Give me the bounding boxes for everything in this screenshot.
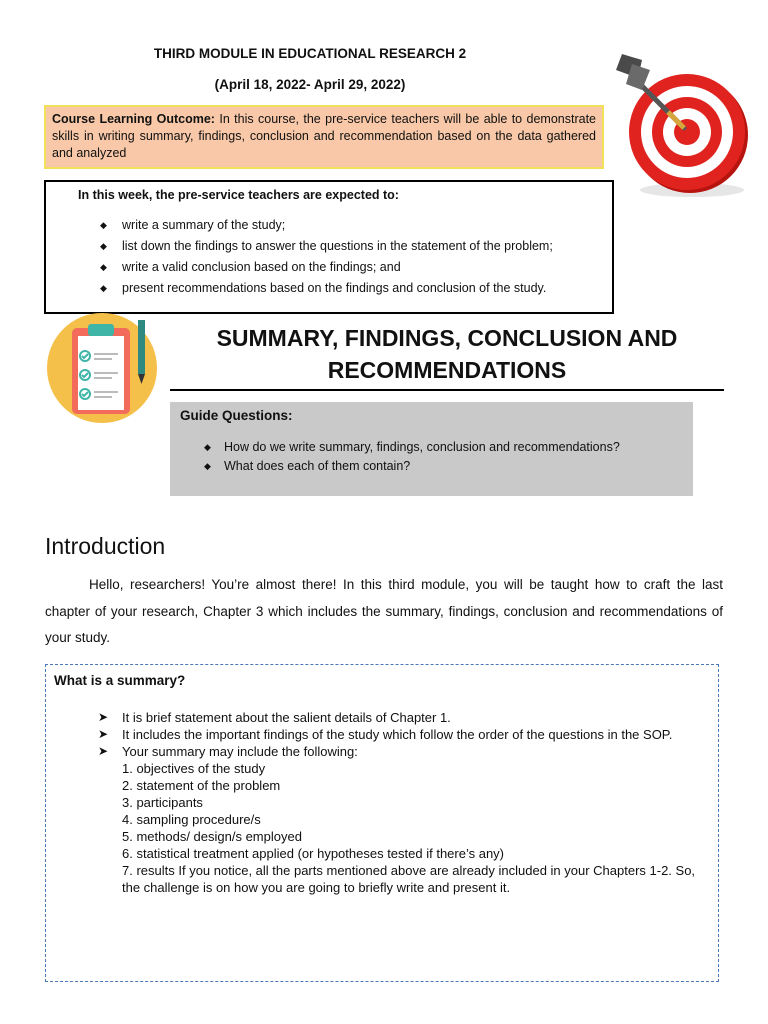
weekly-objectives-list — [100, 215, 553, 299]
outcome-label: Course Learning Outcome: — [52, 112, 215, 126]
introduction-paragraph: Hello, researchers! You’re almost there! In this third module, you will be taught how to craft the last chapter of your research, Chapter 3 which includes the summary, findings, conclusion and recommendations of your study. — [45, 577, 723, 645]
sub-list-item: 1. objectives of the study — [122, 761, 266, 776]
section-title-line-2: RECOMMENDATIONS — [327, 357, 567, 383]
outcome-text: In this course, the pre-service teachers will be able to demonstrate skills in writing summary, findings, conclusion and recommendation based on the data gathered and analyzed — [52, 112, 597, 160]
summary-heading: What is a summary? — [54, 673, 186, 688]
guide-questions-box — [170, 402, 693, 496]
introduction-heading: Introduction — [45, 533, 166, 559]
course-learning-outcome — [44, 105, 604, 169]
title-divider — [170, 389, 724, 391]
sub-list-item: 7. results If you notice, all the parts mentioned above are already included in your Chapters 1-2. So, the challenge is on how you are going to briefly write and present it. — [122, 863, 696, 895]
list-item: ◆ write a summary of the study; — [100, 215, 553, 236]
list-item-label: Your summary may include the following: — [122, 744, 358, 759]
list-item — [98, 743, 708, 896]
guide-questions-list — [204, 438, 620, 476]
list-item: ➤ It includes the important findings of the study which follow the order of the questions in the SOP. — [98, 726, 708, 743]
sub-list-item: 4. sampling procedure/s — [122, 812, 261, 827]
sub-list-item: 6. statistical treatment applied (or hypotheses tested if there’s any) — [122, 846, 505, 861]
section-title-line-1: SUMMARY, FINDINGS, CONCLUSION AND — [216, 325, 678, 351]
module-title: THIRD MODULE IN EDUCATIONAL RESEARCH 2 — [153, 46, 467, 61]
weekly-objectives-heading: In this week, the pre-service teachers are expected to: — [78, 188, 399, 202]
sub-list-item: 3. participants — [122, 795, 203, 810]
list-item: ◆ What does each of them contain? — [204, 457, 620, 476]
clipboard-checklist-icon — [46, 312, 158, 424]
list-item: ◆ list down the findings to answer the questions in the statement of the problem; — [100, 236, 553, 257]
target-dart-icon — [612, 40, 762, 200]
summary-box — [45, 664, 719, 982]
list-item: ◆ How do we write summary, findings, conclusion and recommendations? — [204, 438, 620, 457]
guide-questions-heading: Guide Questions: — [180, 408, 293, 423]
summary-list — [98, 709, 708, 896]
summary-sub-list — [122, 760, 708, 896]
sub-list-item: 2. statement of the problem — [122, 778, 281, 793]
weekly-objectives-box — [44, 180, 614, 314]
list-item: ◆ write a valid conclusion based on the findings; and — [100, 257, 553, 278]
section-title — [170, 322, 724, 386]
list-item: ◆ present recommendations based on the findings and conclusion of the study. — [100, 278, 553, 299]
module-dates: (April 18, 2022- April 29, 2022) — [214, 77, 406, 92]
sub-list-item: 5. methods/ design/s employed — [122, 829, 302, 844]
list-item: ➤ It is brief statement about the salient details of Chapter 1. — [98, 709, 708, 726]
